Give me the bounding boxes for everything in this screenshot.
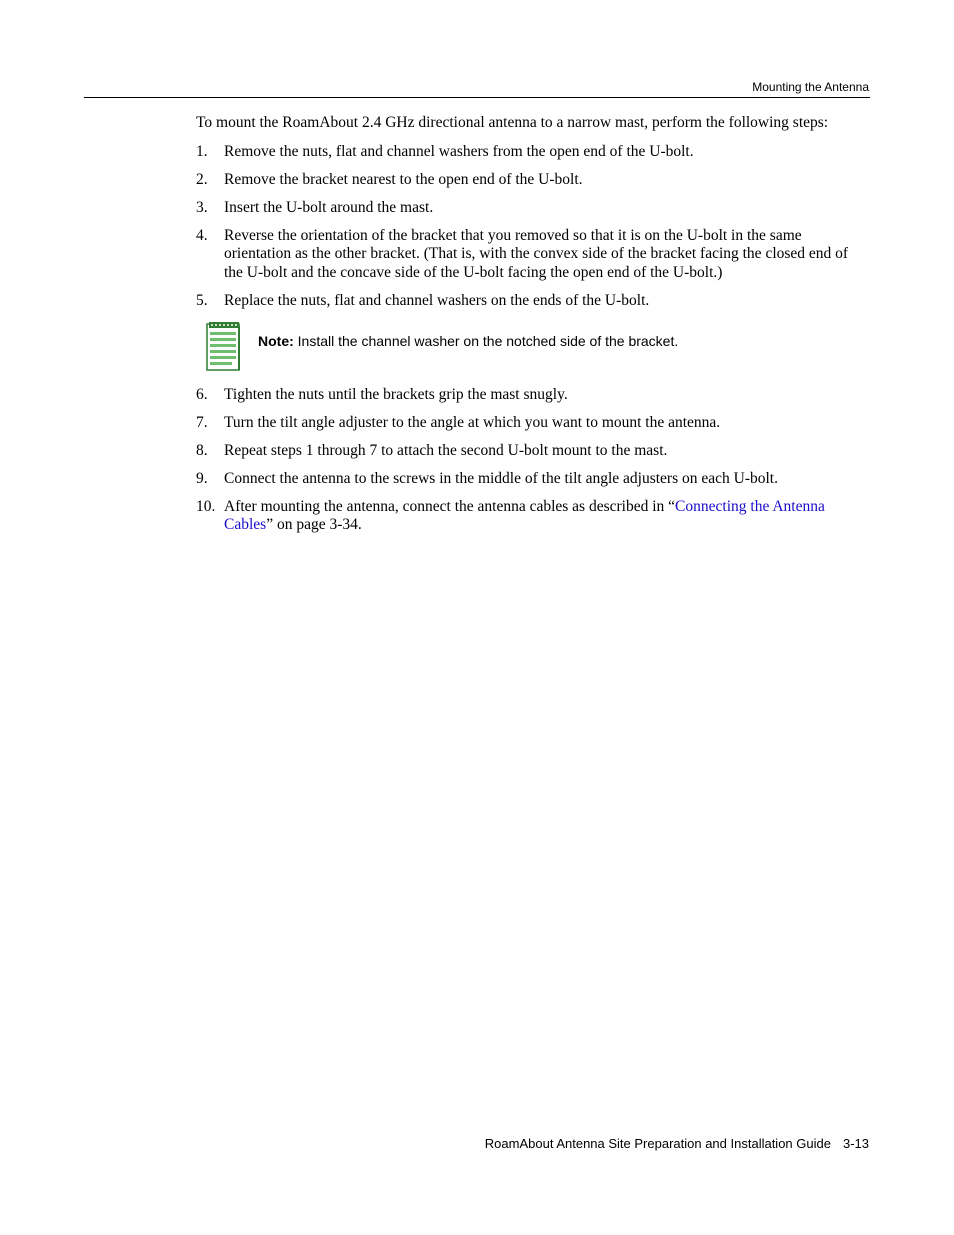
notepad-icon (206, 320, 242, 372)
note-text (258, 333, 678, 350)
step-text: Connect the antenna to the screws in the middle of the tilt angle adjusters on each U-bolt. (224, 469, 778, 487)
step-text: Repeat steps 1 through 7 to attach the second U-bolt mount to the mast. (224, 441, 668, 459)
step-text: Tighten the nuts until the brackets grip the mast snugly. (224, 385, 568, 403)
footer-title: RoamAbout Antenna Site Preparation and Installation Guide (484, 1136, 831, 1151)
list-item-step (196, 199, 868, 218)
step-number: 2. (196, 170, 208, 188)
step-text: Replace the nuts, flat and channel washers on the ends of the U-bolt. (224, 291, 650, 309)
step-text: Insert the U-bolt around the mast. (224, 198, 434, 216)
step-number: 5. (196, 291, 208, 309)
step-text: Reverse the orientation of the bracket that you removed so that it is on the U-bolt in the same orientation as the other bracket. (That is, with the convex side of the bracket facing the closed end of the U-bolt and the concave side of the U-bolt facing the open end of the U-bolt.) (224, 226, 849, 281)
steps-list-second (196, 386, 868, 489)
note-body: Install the channel washer on the notched side of the bracket. (297, 332, 679, 349)
step-text-before: After mounting the antenna, connect the antenna cables as described in “ (224, 497, 676, 515)
cross-reference-link[interactable]: Connecting the Antenna Cables (224, 497, 825, 533)
running-footer (485, 1136, 869, 1151)
step-number: 10. (196, 497, 216, 515)
list-item-step (196, 442, 868, 461)
list-item-step (196, 470, 868, 489)
list-item-step (196, 143, 868, 162)
header-rule (84, 97, 870, 98)
page-number: 3-13 (842, 1136, 869, 1151)
step-number: 9. (196, 469, 208, 487)
step-text-after: ” on page 3-34. (266, 516, 362, 533)
list-item-step (196, 227, 868, 283)
page-body (196, 114, 868, 544)
step-number: 6. (196, 385, 208, 403)
note-block (206, 320, 868, 372)
step-text (224, 498, 868, 535)
list-item-step (196, 171, 868, 190)
intro-paragraph: To mount the RoamAbout 2.4 GHz directional antenna to a narrow mast, perform the following steps: (196, 114, 829, 131)
step-number: 4. (196, 226, 208, 244)
running-header: Mounting the Antenna (752, 80, 869, 94)
steps-list-first (196, 143, 868, 311)
list-item-step (196, 414, 868, 433)
step-number: 8. (196, 441, 208, 459)
step-text: Remove the bracket nearest to the open end of the U-bolt. (224, 170, 583, 188)
list-item-step (196, 386, 868, 405)
step-text: Remove the nuts, flat and channel washers from the open end of the U-bolt. (224, 142, 694, 160)
list-item-step (196, 292, 868, 311)
step-number: 1. (196, 142, 208, 160)
step-text: Turn the tilt angle adjuster to the angle at which you want to mount the antenna. (224, 413, 721, 431)
step-number: 7. (196, 413, 208, 431)
list-item-step-10 (196, 498, 868, 535)
step-number: 3. (196, 198, 208, 216)
note-label: Note: (258, 332, 294, 349)
